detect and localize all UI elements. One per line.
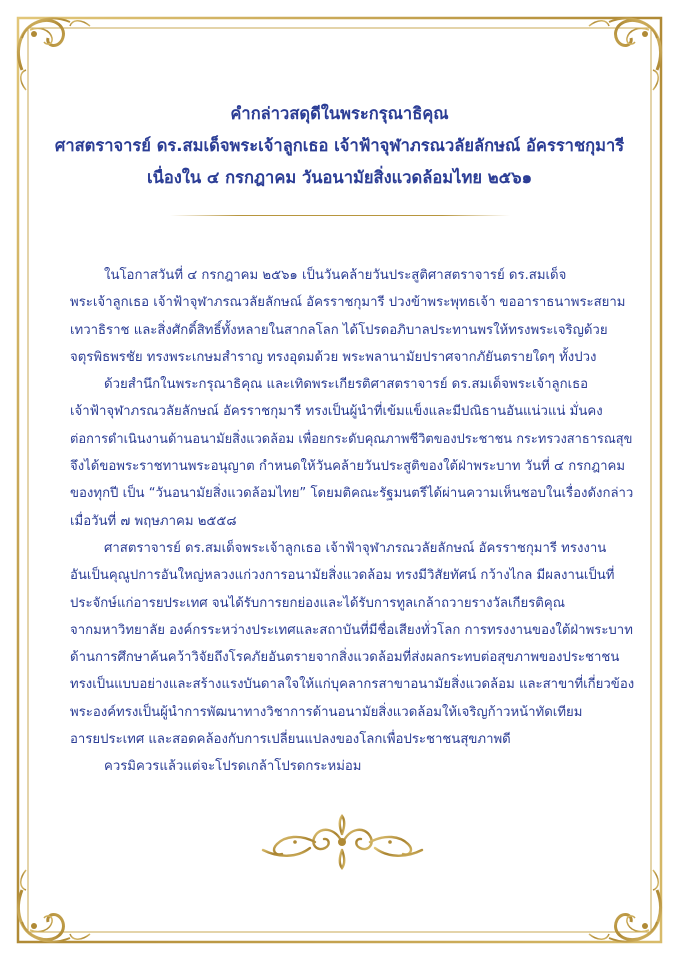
body-line: จากมหาวิทยาลัย องค์กรระหว่างประเทศและสถาบันที่มีชื่อเสียงทั่วโลก การทรงงานของใต้ฝ่าพระบาท [70, 622, 633, 638]
body-line: ทรงเป็นแบบอย่างและสร้างแรงบันดาลใจให้แก่บุคลากรสาขาอนามัยสิ่งแวดล้อม และสาขาที่เกี่ยวข้อง [70, 677, 635, 693]
title-line-1: คำกล่าวสดุดีในพระกรุณาธิคุณ [230, 104, 449, 123]
body-line: ประจักษ์แก่อารยประเทศ จนได้รับการยกย่องและได้รับการทูลเกล้าถวายรางวัลเกียรติคุณ [70, 595, 565, 611]
body-line: อารยประเทศ และสอดคล้องกับการเปลี่ยนแปลงของโลกเพื่อประชาชนสุขภาพดี [70, 732, 511, 748]
body-line: ในโอกาสวันที่ ๔ กรกฎาคม ๒๕๖๑ เป็นวันคล้ายวันประสูติศาสตราจารย์ ดร.สมเด็จ [104, 268, 567, 283]
frame-corner-ornament-bottom-left [19, 870, 90, 941]
body-line: จตุรพิธพรชัย ทรงพระเกษมสำราญ ทรงอุดมด้วย พระพลานามัยปราศจากภัยันตรายใดๆ ทั้งปวง [70, 349, 597, 365]
body-line: อันเป็นคุณูปการอันใหญ่หลวงแก่วงการอนามัยสิ่งแวดล้อม ทรงมีวิสัยทัศน์ กว้างไกล มีผลงานเป็นที่ [70, 568, 615, 584]
frame-corner-ornament-top-right [589, 19, 660, 90]
body-line: พระองค์ทรงเป็นผู้นำการพัฒนาทางวิชาการด้านอนามัยสิ่งแวดล้อมให้เจริญก้าวหน้าทัดเทียม [70, 704, 583, 720]
title-line-3: เนื่องใน ๔ กรกฎาคม วันอนามัยสิ่งแวดล้อมไทย ๒๕๖๑ [146, 168, 533, 187]
frame-corner-ornament-top-left [19, 19, 90, 90]
body-line: ศาสตราจารย์ ดร.สมเด็จพระเจ้าลูกเธอ เจ้าฟ้าจุฬาภรณวลัยลักษณ์ อัครราชกุมารี ทรงงาน [104, 540, 607, 556]
body-line: ควรมิควรแล้วแต่จะโปรดเกล้าโปรดกระหม่อม [104, 759, 362, 775]
bottom-flourish-ornament [255, 812, 430, 872]
title-divider [170, 215, 510, 216]
title-line-2: ศาสตราจารย์ ดร.สมเด็จพระเจ้าลูกเธอ เจ้าฟ้าจุฬาภรณวลัยลักษณ์ อัครราชกุมารี [54, 136, 625, 155]
document-title [40, 98, 639, 194]
body-line: เจ้าฟ้าจุฬาภรณวลัยลักษณ์ อัครราชกุมารี ทรงเป็นผู้นำที่เข้มแข็งและมีปณิธานอันแน่วแน่ มั่นคง [70, 404, 603, 420]
body-line: จึงได้ขอพระราชทานพระอนุญาต กำหนดให้วันคล้ายวันประสูติของใต้ฝ่าพระบาท วันที่ ๔ กรกฎาคม [70, 459, 626, 475]
body-line: ต่อการดำเนินงานด้านอนามัยสิ่งแวดล้อม เพื่อยกระดับคุณภาพชีวิตของประชาชน กระทรวงสาธารณสุข [70, 431, 633, 447]
body-line: เทวาธิราช และสิ่งศักดิ์สิทธิ์ทั้งหลายในสากลโลก ได้โปรดอภิบาลประทานพรให้ทรงพระเจริญด้วย [70, 322, 608, 338]
body-line: เมื่อวันที่ ๗ พฤษภาคม ๒๕๕๘ [70, 513, 237, 529]
body-line: ด้านการศึกษาค้นคว้าวิจัยถึงโรคภัยอันตรายจากสิ่งแวดล้อมที่ส่งผลกระทบต่อสุขภาพของประชาชน [70, 650, 620, 666]
frame-corner-ornament-bottom-right [589, 870, 660, 941]
body-line: ของทุกปี เป็น “วันอนามัยสิ่งแวดล้อมไทย” โดยมติคณะรัฐมนตรีได้ผ่านความเห็นชอบในเรื่องดังกล่าว [70, 486, 634, 502]
body-line: ด้วยสำนึกในพระกรุณาธิคุณ และเทิดพระเกียรติศาสตราจารย์ ดร.สมเด็จพระเจ้าลูกเธอ [104, 377, 589, 393]
tribute-body [70, 262, 638, 781]
body-line: พระเจ้าลูกเธอ เจ้าฟ้าจุฬาภรณวลัยลักษณ์ อัครราชกุมารี ปวงข้าพระพุทธเจ้า ขออาราธนาพระสยาม [70, 295, 626, 311]
